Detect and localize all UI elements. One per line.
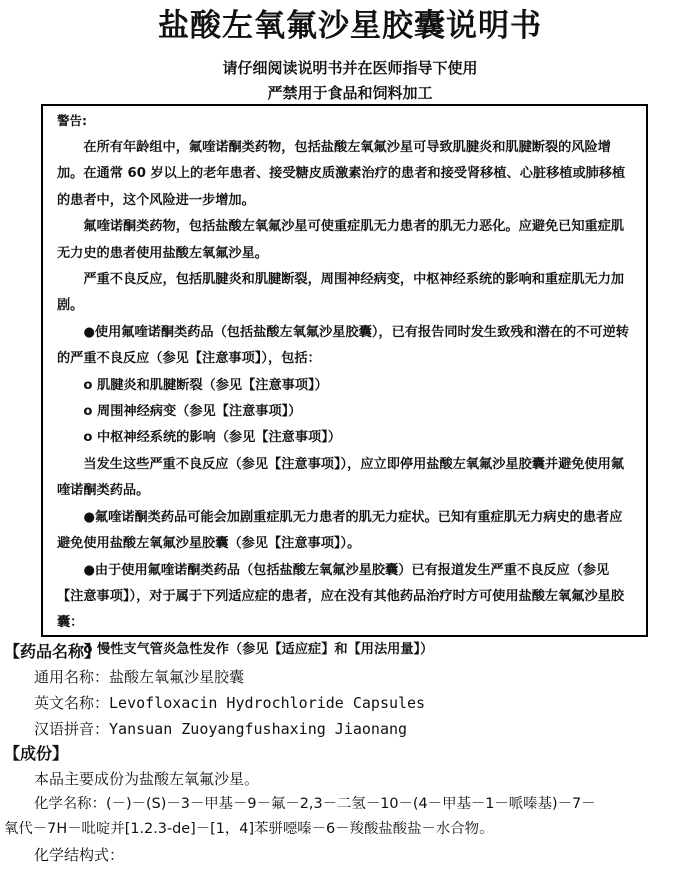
drug-info-section [0, 640, 700, 868]
generic-name-row [0, 664, 700, 690]
english-name-value: Levofloxacin Hydrochloride Capsules [109, 694, 426, 712]
pinyin-name-label: 汉语拼音： [34, 720, 110, 738]
warning-box [41, 104, 648, 657]
chemical-structure-label: 化学结构式： [34, 846, 125, 864]
warning-paragraph-exacerbation: ●氟喹诺酮类药品可能会加剧重症肌无力患者的肌无力症状。已知有重症肌无力病史的患者应避免使用盐酸左氧氟沙星胶囊（参见【注意事项】）。 [57, 509, 623, 552]
warning-paragraph-serious-reactions: 严重不良反应，包括肌腱炎和肌腱断裂，周围神经病变，中枢神经系统的影响和重症肌无力加剧。 [57, 272, 625, 314]
english-name-row [0, 690, 700, 716]
document-subtitle-prohibition: 严禁用于食品和饲料加工 [267, 84, 433, 102]
warning-label: 警告: [57, 113, 87, 128]
chemical-name-line-1: 化学名称：(－)－(S)－3－甲基－9－氟－2,3－二氢－10－(4－甲基－1－哌嗪基)－7－ [34, 796, 596, 812]
warning-paragraph-tendon: 在所有年龄组中，氟喹诺酮类药物，包括盐酸左氧氟沙星可导致肌腱炎和肌腱断裂的风险增加。在通常 60 岁以上的老年患者、接受糖皮质激素治疗的患者和接受肾移植、心脏移植或肺移植的患者中，这个风险进一步增加。 [57, 140, 626, 208]
composition-heading: 【成份】 [4, 744, 69, 763]
warning-paragraph-disabling: ●使用氟喹诺酮类药品（包括盐酸左氧氟沙星胶囊），已有报告同时发生致残和潜在的不可逆转的严重不良反应（参见【注意事项】），包括： [57, 324, 629, 367]
warning-item-cns: o 中枢神经系统的影响（参见【注意事项】） [83, 430, 342, 446]
document-subtitle-instruction: 请仔细阅读说明书并在医师指导下使用 [222, 59, 478, 77]
warning-item-neuropathy: o 周围神经病变（参见【注意事项】） [83, 404, 302, 420]
warning-item-bronchitis: o 慢性支气管炎急性发作（参见【适应症】和【用法用量】） [83, 641, 434, 657]
english-name-label: 英文名称： [34, 694, 110, 712]
pinyin-name-value: Yansuan Zuoyangfushaxing Jiaonang [109, 720, 408, 738]
warning-paragraph-myasthenia: 氟喹诺酮类药物，包括盐酸左氧氟沙星可使重症肌无力患者的肌无力恶化。应避免已知重症肌无力史的患者使用盐酸左氧氟沙星。 [57, 219, 625, 261]
composition-main-text: 本品主要成份为盐酸左氧氟沙星。 [34, 770, 260, 788]
warning-paragraph-stop-use: 当发生这些严重不良反应（参见【注意事项】），应立即停用盐酸左氧氟沙星胶囊并避免使用氟喹诺酮类药品。 [57, 456, 625, 499]
pinyin-name-row [0, 716, 700, 742]
generic-name-label: 通用名称： [34, 668, 110, 686]
warning-paragraph-restricted-use: ●由于使用氟喹诺酮类药品（包括盐酸左氧氟沙星胶囊）已有报道发生严重不良反应（参见【注意事项】），对于属于下列适应症的患者，应在没有其他药品治疗时方可使用盐酸左氧氟沙星胶囊： [57, 562, 625, 631]
generic-name-value: 盐酸左氧氟沙星胶囊 [109, 668, 245, 686]
chemical-name-line-2: 氧代－7H－吡啶并[1.2.3-de]－[1，4]苯骈噁嗪－6－羧酸盐酸盐－水合物。 [4, 821, 494, 837]
warning-item-tendinitis: o 肌腱炎和肌腱断裂（参见【注意事项】） [83, 377, 328, 393]
drug-name-heading: 【药品名称】 [4, 642, 101, 661]
document-title: 盐酸左氧氟沙星胶囊说明书 [158, 8, 542, 44]
